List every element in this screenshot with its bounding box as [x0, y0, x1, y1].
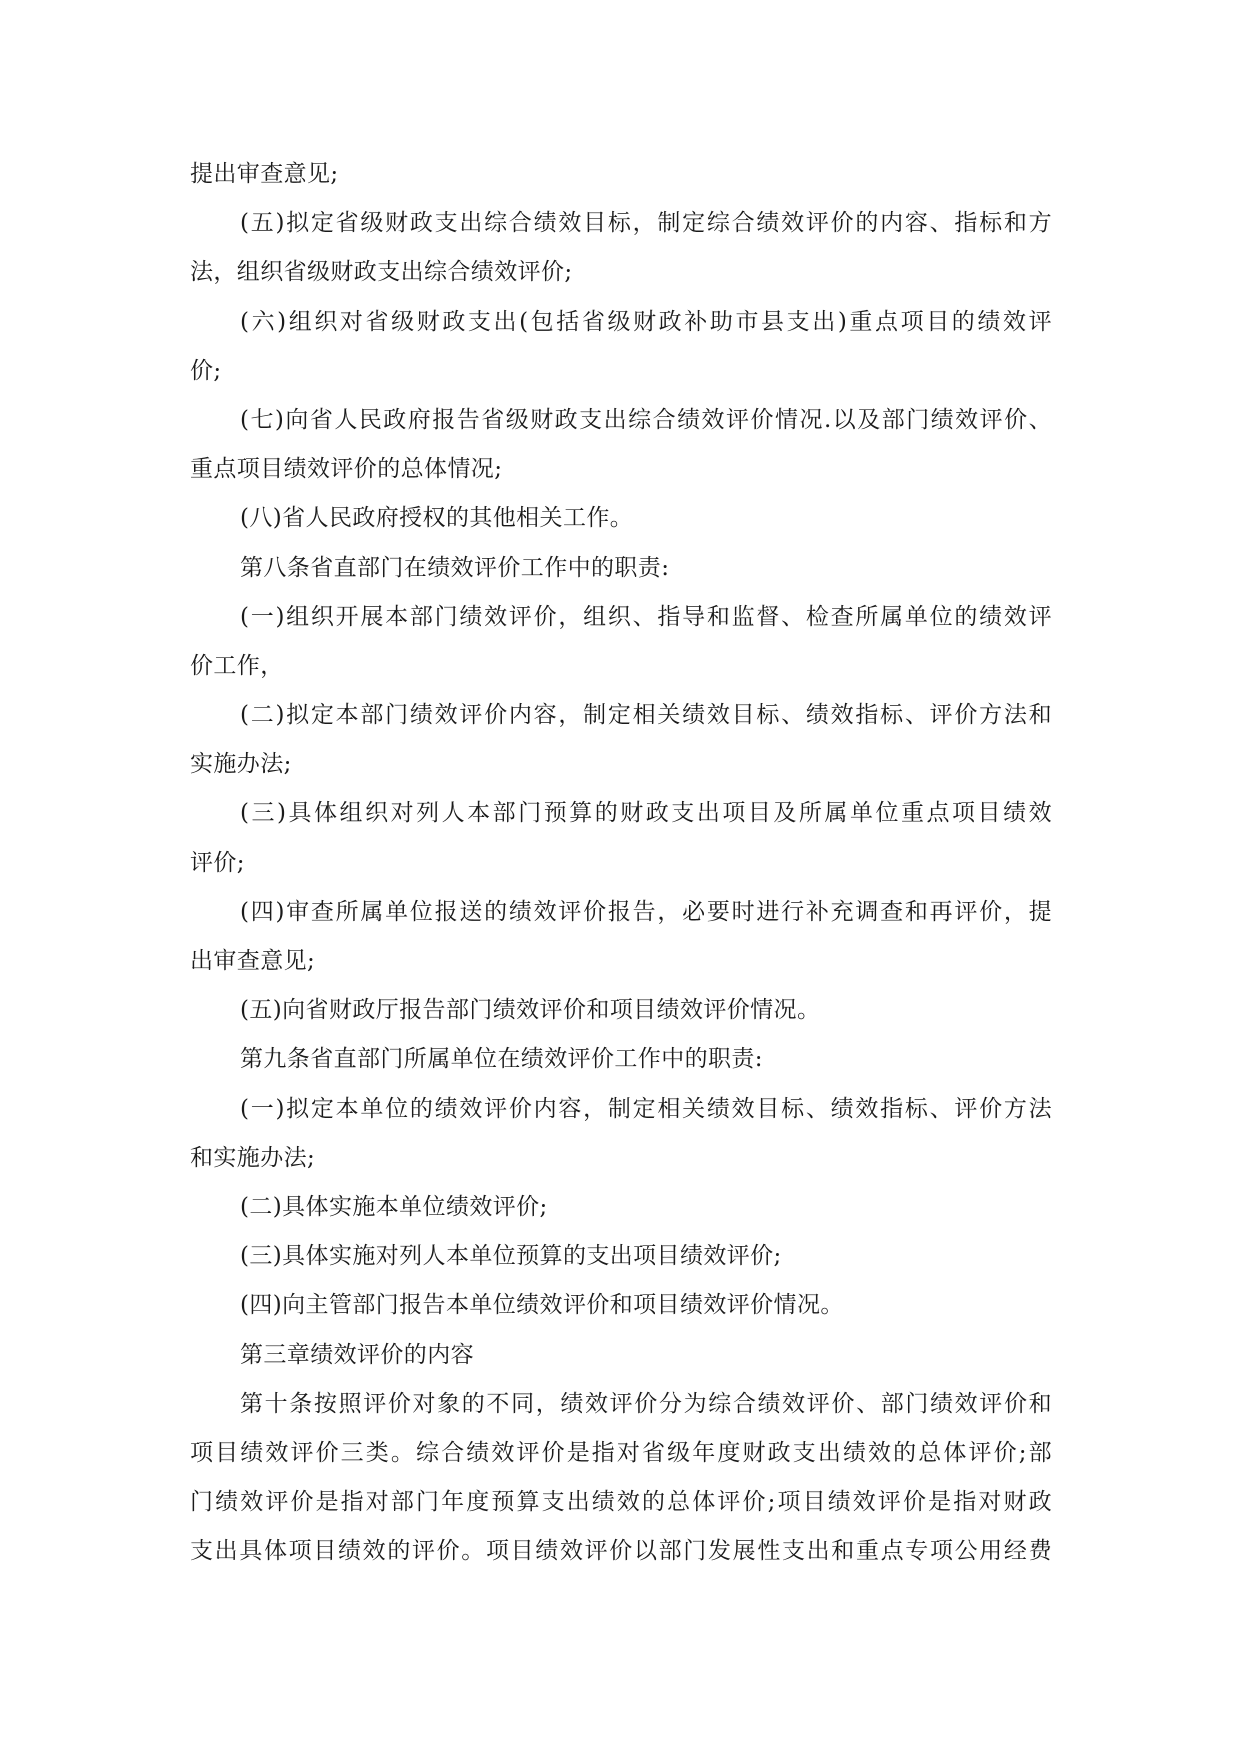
text-line: 项目绩效评价三类。综合绩效评价是指对省级年度财政支出绩效的总体评价;部 — [190, 1439, 1052, 1466]
text-line: 价工作， — [190, 652, 284, 679]
text-line: (二)具体实施本单位绩效评价; — [240, 1193, 548, 1220]
text-line: (一)组织开展本部门绩效评价，组织、指导和监督、检查所属单位的绩效评 — [240, 603, 1052, 630]
document-body — [190, 150, 1052, 1576]
text-line: (五)拟定省级财政支出综合绩效目标，制定综合绩效评价的内容、指标和方 — [240, 210, 1052, 237]
text-line: 出审查意见; — [190, 948, 316, 974]
text-line: 价; — [190, 357, 222, 384]
text-line: 法，组织省级财政支出综合绩效评价; — [190, 259, 573, 286]
text-line: 第三章绩效评价的内容 — [240, 1341, 474, 1368]
text-line: (五)向省财政厅报告部门绩效评价和项目绩效评价情况。 — [240, 997, 821, 1024]
text-line: (三)具体实施对列人本单位预算的支出项目绩效评价; — [240, 1243, 782, 1270]
text-line: 提出审查意见; — [190, 161, 339, 187]
text-line: 门绩效评价是指对部门年度预算支出绩效的总体评价;项目绩效评价是指对财政 — [190, 1489, 1052, 1516]
text-line: 实施办法; — [190, 751, 292, 778]
text-line: (六)组织对省级财政支出(包括省级财政补助市县支出)重点项目的绩效评 — [240, 308, 1052, 335]
text-line: 第八条省直部门在绩效评价工作中的职责: — [240, 554, 670, 581]
text-line: 第十条按照评价对象的不同，绩效评价分为综合绩效评价、部门绩效评价和 — [240, 1390, 1052, 1417]
text-line: (八)省人民政府授权的其他相关工作。 — [240, 505, 634, 532]
text-line: (四)向主管部门报告本单位绩效评价和项目绩效评价情况。 — [240, 1292, 844, 1319]
text-line: (三)具体组织对列人本部门预算的财政支出项目及所属单位重点项目绩效 — [240, 800, 1052, 827]
text-line: (四)审查所属单位报送的绩效评价报告，必要时进行补充调查和再评价，提 — [240, 898, 1052, 925]
text-line: 评价; — [190, 849, 245, 876]
text-line: 重点项目绩效评价的总体情况; — [190, 456, 503, 483]
text-line: (七)向省人民政府报告省级财政支出综合绩效评价情况.以及部门绩效评价、 — [240, 406, 1052, 433]
text-line: 第九条省直部门所属单位在绩效评价工作中的职责: — [240, 1046, 763, 1073]
text-line: 支出具体项目绩效的评价。项目绩效评价以部门发展性支出和重点专项公用经费 — [190, 1538, 1052, 1565]
text-line: (一)拟定本单位的绩效评价内容，制定相关绩效目标、绩效指标、评价方法 — [240, 1095, 1052, 1122]
text-line: (二)拟定本部门绩效评价内容，制定相关绩效目标、绩效指标、评价方法和 — [240, 702, 1052, 729]
text-line: 和实施办法; — [190, 1144, 316, 1171]
